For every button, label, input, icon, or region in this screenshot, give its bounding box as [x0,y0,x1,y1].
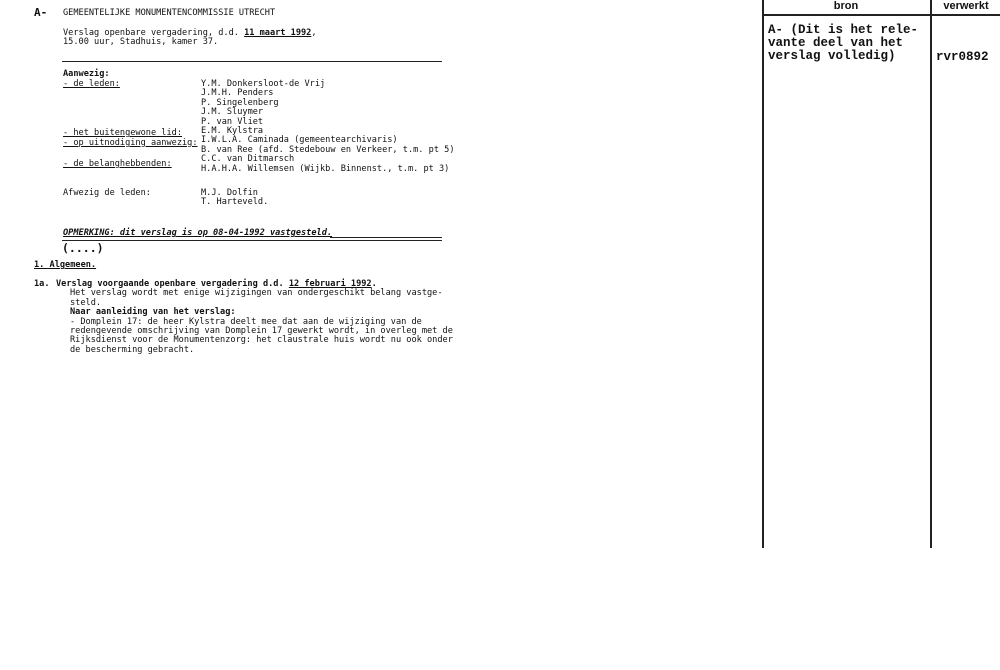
domplein-line: Rijksdienst voor de Monumentenzorg: het claustrale huis wordt nu ook onder [70,335,453,346]
absent-list [201,189,268,208]
domplein-line: de bescherming gebracht. [70,344,195,355]
item-body-line: steld. [70,297,102,308]
table-border-left [762,0,764,548]
ellipsis: (....) [62,241,104,255]
member-name: P. Singelenberg [201,97,279,108]
item-title-prefix: Verslag voorgaande openbare vergadering d.d. [56,279,289,289]
table-border-middle [930,0,932,548]
col-header-bron: bron [833,0,859,12]
meeting-line1-suffix: , [311,28,317,38]
meeting-date: 11 maart 1992 [244,28,312,38]
members-label: - de leden: [63,79,120,89]
member-name: J.M. Sluymer [201,107,264,118]
extra-member-label: - het buitengewone lid: [63,128,182,138]
meeting-line2: 15.00 uur, Stadhuis, kamer 37. [63,37,219,48]
absent-name: M.J. Dolfin [201,188,258,198]
item-title-suffix: . [371,279,377,289]
invited-label: - op uitnodiging aanwezig: [63,138,198,148]
section-marker: A- [34,6,48,19]
invited-name: I.W.L.A. Caminada (gemeentearchivaris) [201,135,398,146]
meeting-line1-prefix: Verslag openbare vergadering, d.d. [63,28,245,38]
absent-label: Afwezig de leden: [63,188,151,198]
member-name: P. van Vliet [201,116,264,127]
invited-name: B. van Ree (afd. Stedebouw en Verkeer, t.m. pt 5) [201,144,455,155]
section-heading: 1. Algemeen. [34,260,97,270]
extra-member-name: E.M. Kylstra [201,126,264,137]
col-header-verwerkt: verwerkt [943,0,989,12]
processed-code: rvr0892 [936,50,989,64]
divider [62,240,442,241]
source-note: A- (Dit is het rele- vante deel van het verslag volledig) [768,23,919,63]
table-header-rule [762,14,1000,16]
org-title: GEMEENTELIJKE MONUMENTENCOMMISSIE UTRECHT [63,8,276,18]
remark: OPMERKING: dit verslag is op 08-04-1992 vastgesteld. [63,228,333,238]
absent-name: T. Harteveld. [201,197,269,208]
members-list [201,80,455,174]
meeting-info [63,29,317,48]
domplein-line: redengevende omschrijving van Domplein 17 gewerkt wordt, in overleg met de [70,326,453,337]
item-content [56,280,453,355]
member-name: Y.M. Donkersloot-de Vrij [201,79,326,89]
annotation-table [762,0,1000,548]
present-heading: Aanwezig: [63,69,110,79]
item-title-date: 12 februari 1992 [288,279,372,289]
divider [330,237,442,238]
stakeholder-name: H.A.H.A. Willemsen (Wijkb. Binnenst., t.m. pt 3) [201,163,450,174]
stakeholders-label: - de belanghebbenden: [63,159,172,169]
divider [62,61,442,62]
subheading: Naar aanleiding van het verslag: [70,307,236,318]
item-body-line: Het verslag wordt met enige wijzigingen van ondergeschikt belang vastge- [70,288,443,299]
stakeholder-name: C.C. van Ditmarsch [201,154,295,165]
member-name: J.M.H. Penders [201,88,274,99]
domplein-line: - Domplein 17: de heer Kylstra deelt mee dat aan de wijziging van de [70,316,422,327]
item-number: 1a. [34,279,50,289]
